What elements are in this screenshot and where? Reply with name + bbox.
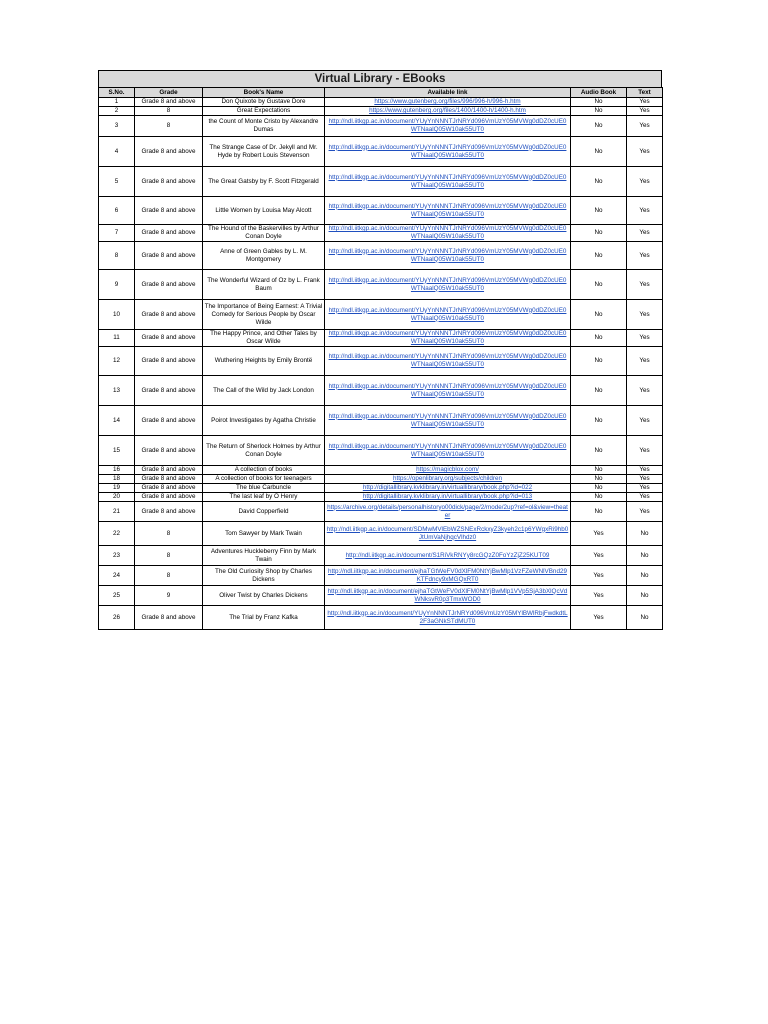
cell-text: Yes bbox=[627, 116, 663, 137]
cell-book-name: The Call of the Wild by Jack London bbox=[203, 376, 325, 406]
cell-book-name: A collection of books for teenagers bbox=[203, 475, 325, 484]
cell-sno: 13 bbox=[99, 376, 135, 406]
cell-audio-book: No bbox=[571, 330, 627, 347]
cell-sno: 22 bbox=[99, 522, 135, 546]
cell-sno: 9 bbox=[99, 270, 135, 300]
cell-grade: 8 bbox=[135, 116, 203, 137]
cell-link[interactable]: http://ndl.iitkgp.ac.in/document/YUyYnNNNTJrNRYd096VmUzY05MVWg0dDZ0cUE0WTNaalQ05W10ak55UT0 bbox=[325, 137, 571, 167]
cell-book-name: The Strange Case of Dr. Jekyll and Mr. Hyde by Robert Louis Stevenson bbox=[203, 137, 325, 167]
cell-book-name: The blue Carbuncle bbox=[203, 484, 325, 493]
cell-audio-book: No bbox=[571, 484, 627, 493]
table-row bbox=[99, 330, 663, 347]
cell-text: Yes bbox=[627, 167, 663, 197]
header-row bbox=[99, 88, 663, 98]
cell-text: Yes bbox=[627, 225, 663, 242]
cell-audio-book: No bbox=[571, 475, 627, 484]
table-row bbox=[99, 606, 663, 630]
ebook-table bbox=[98, 87, 663, 630]
cell-text: Yes bbox=[627, 137, 663, 167]
cell-text: Yes bbox=[627, 300, 663, 330]
cell-sno: 24 bbox=[99, 566, 135, 586]
cell-grade: Grade 8 and above bbox=[135, 493, 203, 502]
table-row bbox=[99, 225, 663, 242]
cell-book-name: Poirot Investigates by Agatha Christie bbox=[203, 406, 325, 436]
cell-sno: 6 bbox=[99, 197, 135, 225]
cell-sno: 11 bbox=[99, 330, 135, 347]
cell-sno: 16 bbox=[99, 466, 135, 475]
cell-link[interactable]: http://ndl.iitkgp.ac.in/document/SDMwMVlEbWZSNExRckxyZ3kyeh2c1p6YWgxRi9hb0JtUmVaNjhqcVlhdz0 bbox=[325, 522, 571, 546]
cell-audio-book: No bbox=[571, 493, 627, 502]
table-row bbox=[99, 137, 663, 167]
spreadsheet bbox=[98, 70, 662, 630]
cell-link[interactable]: http://ndl.iitkgp.ac.in/document/YUyYnNNNTJrNRYd096VmUzY05MVWg0dDZ0cUE0WTNaalQ05W10ak55UT0 bbox=[325, 347, 571, 376]
cell-book-name: The Importance of Being Earnest: A Trivial Comedy for Serious People by Oscar Wilde bbox=[203, 300, 325, 330]
cell-link[interactable]: http://digitallibrary.kvklibrary.in/virtuallibrary/book.php?id=022 bbox=[325, 484, 571, 493]
cell-audio-book: No bbox=[571, 167, 627, 197]
table-row bbox=[99, 546, 663, 566]
cell-link[interactable]: http://ndl.iitkgp.ac.in/document/YUyYnNNNTJrNRYd096VmUzY05MYlBWlRbjFwdkdtL2F3aGNkSTdMUT0 bbox=[325, 606, 571, 630]
table-row bbox=[99, 493, 663, 502]
cell-grade: Grade 8 and above bbox=[135, 167, 203, 197]
cell-grade: Grade 8 and above bbox=[135, 98, 203, 107]
cell-link[interactable]: http://ndl.iitkgp.ac.in/document/YUyYnNNNTJrNRYd096VmUzY05MVWg0dDZ0cUE0WTNaalQ05W10ak55UT0 bbox=[325, 270, 571, 300]
cell-audio-book: No bbox=[571, 225, 627, 242]
table-row bbox=[99, 566, 663, 586]
cell-text: Yes bbox=[627, 197, 663, 225]
cell-audio-book: No bbox=[571, 107, 627, 116]
cell-sno: 7 bbox=[99, 225, 135, 242]
cell-link[interactable]: http://ndl.iitkgp.ac.in/document/YUyYnNNNTJrNRYd096VmUzY05MVWg0dDZ0cUE0WTNaalQ05W10ak55UT0 bbox=[325, 225, 571, 242]
cell-link[interactable]: http://ndl.iitkgp.ac.in/document/YUyYnNNNTJrNRYd096VmUzY05MVWg0dDZ0cUE0WTNaalQ05W10ak55UT0 bbox=[325, 116, 571, 137]
cell-text: Yes bbox=[627, 493, 663, 502]
cell-audio-book: No bbox=[571, 376, 627, 406]
cell-text: Yes bbox=[627, 107, 663, 116]
table-row bbox=[99, 502, 663, 522]
cell-sno: 20 bbox=[99, 493, 135, 502]
cell-text: Yes bbox=[627, 406, 663, 436]
cell-text: Yes bbox=[627, 436, 663, 466]
table-row bbox=[99, 300, 663, 330]
cell-book-name: Little Women by Louisa May Alcott bbox=[203, 197, 325, 225]
cell-link[interactable]: http://digitallibrary.kvklibrary.in/virtuallibrary/book.php?id=013 bbox=[325, 493, 571, 502]
cell-grade: Grade 8 and above bbox=[135, 466, 203, 475]
table-row bbox=[99, 270, 663, 300]
cell-sno: 2 bbox=[99, 107, 135, 116]
cell-sno: 26 bbox=[99, 606, 135, 630]
cell-grade: Grade 8 and above bbox=[135, 225, 203, 242]
header-audio-book: Audio Book bbox=[571, 88, 627, 98]
cell-audio-book: No bbox=[571, 116, 627, 137]
table-row bbox=[99, 406, 663, 436]
cell-text: Yes bbox=[627, 475, 663, 484]
cell-link[interactable]: http://ndl.iitkgp.ac.in/document/S1RiVkRNYy8rcGQzZ0FoYzZjZ25KUT09 bbox=[325, 546, 571, 566]
cell-book-name: Tom Sawyer by Mark Twain bbox=[203, 522, 325, 546]
cell-grade: Grade 8 and above bbox=[135, 300, 203, 330]
table-row bbox=[99, 475, 663, 484]
cell-link[interactable]: http://ndl.iitkgp.ac.in/document/YUyYnNNNTJrNRYd096VmUzY05MVWg0dDZ0cUE0WTNaalQ05W10ak55UT0 bbox=[325, 300, 571, 330]
cell-link[interactable]: http://ndl.iitkgp.ac.in/document/YUyYnNNNTJrNRYd096VmUzY05MVWg0dDZ0cUE0WTNaalQ05W10ak55UT0 bbox=[325, 376, 571, 406]
header-sno: S.No. bbox=[99, 88, 135, 98]
cell-text: Yes bbox=[627, 330, 663, 347]
cell-book-name: A collection of books bbox=[203, 466, 325, 475]
cell-audio-book: No bbox=[571, 436, 627, 466]
cell-sno: 19 bbox=[99, 484, 135, 493]
cell-grade: Grade 8 and above bbox=[135, 475, 203, 484]
cell-sno: 14 bbox=[99, 406, 135, 436]
cell-text: Yes bbox=[627, 242, 663, 270]
cell-grade: 8 bbox=[135, 522, 203, 546]
table-row bbox=[99, 436, 663, 466]
cell-sno: 1 bbox=[99, 98, 135, 107]
cell-book-name: The Hound of the Baskervilles by Arthur Conan Doyle bbox=[203, 225, 325, 242]
cell-sno: 25 bbox=[99, 586, 135, 606]
table-row bbox=[99, 116, 663, 137]
cell-audio-book: No bbox=[571, 300, 627, 330]
cell-sno: 8 bbox=[99, 242, 135, 270]
cell-text: Yes bbox=[627, 270, 663, 300]
cell-audio-book: No bbox=[571, 347, 627, 376]
cell-audio-book: Yes bbox=[571, 566, 627, 586]
cell-text: Yes bbox=[627, 98, 663, 107]
cell-book-name: The Old Curiosity Shop by Charles Dickens bbox=[203, 566, 325, 586]
cell-grade: Grade 8 and above bbox=[135, 484, 203, 493]
cell-book-name: Great Expectations bbox=[203, 107, 325, 116]
cell-text: Yes bbox=[627, 484, 663, 493]
cell-sno: 10 bbox=[99, 300, 135, 330]
table-row bbox=[99, 242, 663, 270]
cell-text: No bbox=[627, 566, 663, 586]
cell-grade: Grade 8 and above bbox=[135, 242, 203, 270]
cell-book-name: Wuthering Heights by Emily Brontë bbox=[203, 347, 325, 376]
cell-book-name: The last leaf by O Henry bbox=[203, 493, 325, 502]
cell-sno: 21 bbox=[99, 502, 135, 522]
cell-sno: 5 bbox=[99, 167, 135, 197]
cell-grade: Grade 8 and above bbox=[135, 406, 203, 436]
table-row bbox=[99, 197, 663, 225]
cell-sno: 23 bbox=[99, 546, 135, 566]
cell-audio-book: No bbox=[571, 137, 627, 167]
table-row bbox=[99, 167, 663, 197]
cell-book-name: Adventures Huckleberry Finn by Mark Twain bbox=[203, 546, 325, 566]
table-row bbox=[99, 347, 663, 376]
cell-audio-book: Yes bbox=[571, 586, 627, 606]
cell-link[interactable]: http://ndl.iitkgp.ac.in/document/YUyYnNNNTJrNRYd096VmUzY05MVWg0dDZ0cUE0WTNaalQ05W10ak55UT0 bbox=[325, 330, 571, 347]
table-row bbox=[99, 484, 663, 493]
table-row bbox=[99, 98, 663, 107]
cell-sno: 12 bbox=[99, 347, 135, 376]
cell-audio-book: Yes bbox=[571, 606, 627, 630]
cell-text: Yes bbox=[627, 502, 663, 522]
cell-audio-book: No bbox=[571, 197, 627, 225]
cell-grade: Grade 8 and above bbox=[135, 197, 203, 225]
cell-grade: Grade 8 and above bbox=[135, 502, 203, 522]
cell-book-name: The Great Gatsby by F. Scott Fitzgerald bbox=[203, 167, 325, 197]
cell-link[interactable]: http://ndl.iitkgp.ac.in/document/YUyYnNNNTJrNRYd096VmUzY05MVWg0dDZ0cUE0WTNaalQ05W10ak55UT0 bbox=[325, 167, 571, 197]
cell-link[interactable]: http://ndl.iitkgp.ac.in/document/YUyYnNNNTJrNRYd096VmUzY05MVWg0dDZ0cUE0WTNaalQ05W10ak55UT0 bbox=[325, 197, 571, 225]
cell-grade: Grade 8 and above bbox=[135, 606, 203, 630]
cell-audio-book: No bbox=[571, 406, 627, 436]
cell-book-name: The Trial by Franz Kafka bbox=[203, 606, 325, 630]
cell-grade: 8 bbox=[135, 566, 203, 586]
cell-grade: 8 bbox=[135, 107, 203, 116]
cell-grade: Grade 8 and above bbox=[135, 270, 203, 300]
cell-book-name: the Count of Monte Cristo by Alexandre Dumas bbox=[203, 116, 325, 137]
cell-text: No bbox=[627, 522, 663, 546]
cell-book-name: Anne of Green Gables by L. M. Montgomery bbox=[203, 242, 325, 270]
cell-book-name: The Happy Prince, and Other Tales by Oscar Wilde bbox=[203, 330, 325, 347]
header-grade: Grade bbox=[135, 88, 203, 98]
cell-book-name: The Wonderful Wizard of Oz by L. Frank Baum bbox=[203, 270, 325, 300]
cell-text: Yes bbox=[627, 466, 663, 475]
cell-sno: 4 bbox=[99, 137, 135, 167]
cell-link[interactable]: http://ndl.iitkgp.ac.in/document/YUyYnNNNTJrNRYd096VmUzY05MVWg0dDZ0cUE0WTNaalQ05W10ak55UT0 bbox=[325, 242, 571, 270]
header-book-name: Book's Name bbox=[203, 88, 325, 98]
cell-grade: Grade 8 and above bbox=[135, 137, 203, 167]
cell-link[interactable]: http://ndl.iitkgp.ac.in/document/ejhaTGtWeFV0dXlFM0NtYjBwMlp1VVp5SjA3bXlQcVdWNksvR0p3TmxWOD0 bbox=[325, 586, 571, 606]
cell-grade: Grade 8 and above bbox=[135, 376, 203, 406]
cell-audio-book: No bbox=[571, 98, 627, 107]
cell-link[interactable]: http://ndl.iitkgp.ac.in/document/ejhaTGtWeFV0dXlFM0NtYjBwMlp1VzFZeWNlVBnd29KTFdncy9xMGQxRT0 bbox=[325, 566, 571, 586]
cell-text: Yes bbox=[627, 376, 663, 406]
cell-audio-book: Yes bbox=[571, 522, 627, 546]
cell-link[interactable]: https://www.gutenberg.org/files/996/996-h/996-h.htm bbox=[325, 98, 571, 107]
table-row bbox=[99, 586, 663, 606]
table-row bbox=[99, 107, 663, 116]
cell-grade: 8 bbox=[135, 546, 203, 566]
cell-text: No bbox=[627, 586, 663, 606]
cell-link[interactable]: https://magicblox.com/ bbox=[325, 466, 571, 475]
cell-link[interactable]: https://openlibrary.org/subjects/children bbox=[325, 475, 571, 484]
cell-audio-book: No bbox=[571, 466, 627, 475]
table-row bbox=[99, 466, 663, 475]
cell-audio-book: No bbox=[571, 242, 627, 270]
header-available-link: Available link bbox=[325, 88, 571, 98]
table-row bbox=[99, 522, 663, 546]
cell-book-name: The Return of Sherlock Holmes by Arthur Conan Doyle bbox=[203, 436, 325, 466]
cell-link[interactable]: http://ndl.iitkgp.ac.in/document/YUyYnNNNTJrNRYd096VmUzY05MVWg0dDZ0cUE0WTNaalQ05W10ak55UT0 bbox=[325, 436, 571, 466]
table-row bbox=[99, 376, 663, 406]
cell-sno: 15 bbox=[99, 436, 135, 466]
cell-text: No bbox=[627, 606, 663, 630]
cell-link[interactable]: http://ndl.iitkgp.ac.in/document/YUyYnNNNTJrNRYd096VmUzY05MVWg0dDZ0cUE0WTNaalQ05W10ak55UT0 bbox=[325, 406, 571, 436]
sheet-title: Virtual Library - EBooks bbox=[98, 70, 662, 87]
cell-grade: 9 bbox=[135, 586, 203, 606]
cell-book-name: David Copperfield bbox=[203, 502, 325, 522]
cell-audio-book: Yes bbox=[571, 546, 627, 566]
cell-audio-book: No bbox=[571, 502, 627, 522]
cell-link[interactable]: https://archive.org/details/personalhistoryo00dick/page/2/mode/2up?ref=ol&view=theater bbox=[325, 502, 571, 522]
cell-grade: Grade 8 and above bbox=[135, 330, 203, 347]
cell-grade: Grade 8 and above bbox=[135, 436, 203, 466]
cell-grade: Grade 8 and above bbox=[135, 347, 203, 376]
cell-book-name: Oliver Twist by Charles Dickens bbox=[203, 586, 325, 606]
cell-book-name: Don Quixote by Gustave Dore bbox=[203, 98, 325, 107]
cell-audio-book: No bbox=[571, 270, 627, 300]
cell-sno: 3 bbox=[99, 116, 135, 137]
cell-sno: 18 bbox=[99, 475, 135, 484]
cell-link[interactable]: https://www.gutenberg.org/files/1400/1400-h/1400-h.htm bbox=[325, 107, 571, 116]
cell-text: No bbox=[627, 546, 663, 566]
header-text: Text bbox=[627, 88, 663, 98]
cell-text: Yes bbox=[627, 347, 663, 376]
